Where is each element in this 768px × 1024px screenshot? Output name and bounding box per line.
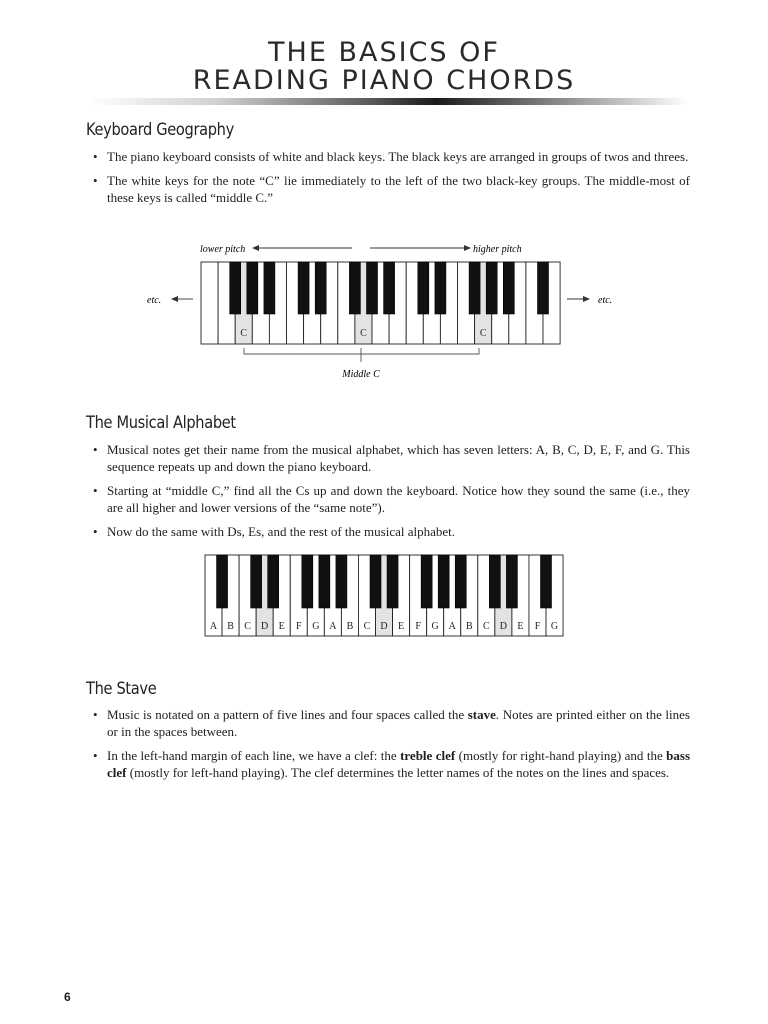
kb2-black-key	[438, 555, 449, 608]
page-number: 6	[64, 990, 71, 1004]
section-heading-keyboard-geography: Keyboard Geography	[86, 120, 234, 140]
stave-bullets	[92, 706, 690, 788]
keyboard-geography-diagram	[0, 230, 768, 390]
kb2-key-label: C	[244, 621, 251, 632]
kb2-key-label: G	[431, 621, 439, 632]
kb2-black-key	[421, 555, 432, 608]
kb2-black-key	[541, 555, 552, 608]
kb1-black-key	[418, 262, 429, 314]
kb2-key-label: E	[278, 621, 285, 632]
kb2-key-label: C	[482, 621, 490, 632]
kb1-key-label: C	[479, 328, 487, 339]
kb2-key-label: D	[261, 621, 269, 632]
kb2-key-label: A	[448, 621, 456, 632]
term-bass-clef: bass clef	[107, 748, 691, 780]
bullet-item: • Music is notated on a pattern of five lines and four spaces called the stave. Notes are printed either on the lines or in the spaces between.	[92, 706, 690, 740]
keyboard-2	[205, 555, 563, 636]
musical-alphabet-keyboard-diagram	[0, 550, 768, 640]
bullet-item: • Now do the same with Ds, Es, and the rest of the musical alphabet.	[92, 523, 690, 540]
term-treble-clef: treble clef	[400, 748, 456, 763]
page-title-line-1: THE BASICS OF	[268, 37, 500, 68]
kb1-key-label: C	[240, 328, 248, 339]
bullet-item: • Starting at “middle C,” find all the Cs up and down the keyboard. Notice how they sound the same (i.e., they are all higher and lower versions of the “same note”).	[92, 482, 690, 516]
kb2-key-label: E	[398, 621, 405, 632]
kb2-black-key	[336, 555, 347, 608]
kb2-key-label: G	[550, 621, 559, 632]
kb1-black-key	[264, 262, 275, 314]
kb2-key-label: F	[295, 621, 302, 632]
kb1-white-key	[201, 262, 218, 344]
kb1-black-key	[435, 262, 446, 314]
term-stave: stave	[467, 707, 496, 722]
higher-pitch-label: higher pitch	[473, 244, 522, 255]
kb2-key-label: F	[415, 621, 421, 632]
kb1-key-label: C	[360, 328, 367, 339]
etc-right-label: etc.	[598, 295, 613, 306]
keyboard-1	[201, 262, 560, 344]
kb1-black-key	[247, 262, 258, 314]
bullet-item: • In the left-hand margin of each line, we have a clef: the treble clef (mostly for right-hand playing) and the bass clef (mostly for left-hand playing). The clef determines the letter names of the notes on the lines and spaces.	[92, 747, 690, 781]
kb2-key-label: D	[380, 621, 388, 632]
bullet-item: • The piano keyboard consists of white and black keys. The black keys are arranged in groups of twos and threes.	[92, 148, 690, 165]
etc-left-label: etc.	[147, 295, 162, 306]
kb2-key-label: B	[346, 621, 354, 632]
kb2-black-key	[302, 555, 313, 608]
kb2-key-label: G	[312, 621, 320, 632]
lower-pitch-arrow	[252, 245, 352, 251]
kb2-key-label: E	[517, 621, 524, 632]
title-divider	[88, 98, 688, 105]
kb1-black-key	[315, 262, 326, 314]
bullet-item: • Musical notes get their name from the musical alphabet, which has seven letters: A, B, C, D, E, F, and G. This sequence repeats up and down the piano keyboard.	[92, 441, 690, 475]
section-heading-the-stave: The Stave	[86, 679, 157, 699]
kb2-black-key	[506, 555, 517, 608]
musical-alphabet-bullets	[92, 441, 690, 547]
etc-right-arrow	[567, 296, 590, 302]
middle-c-label: Middle C	[342, 369, 380, 380]
kb2-key-label: A	[329, 621, 337, 632]
kb2-black-key	[489, 555, 500, 608]
kb2-black-key	[268, 555, 279, 608]
page-title-line-2: READING PIANO CHORDS	[192, 65, 576, 96]
kb1-black-key	[298, 262, 309, 314]
kb2-key-label: C	[363, 621, 371, 632]
kb2-key-label: F	[534, 621, 541, 632]
kb2-black-key	[251, 555, 262, 608]
kb2-black-key	[370, 555, 381, 608]
kb2-black-key	[217, 555, 228, 608]
kb1-black-key	[486, 262, 497, 314]
kb2-black-key	[387, 555, 398, 608]
kb2-key-label: B	[465, 621, 473, 632]
keyboard-geography-bullets	[92, 148, 690, 213]
higher-pitch-arrow	[370, 245, 471, 251]
kb1-black-key	[349, 262, 360, 314]
kb2-black-key	[455, 555, 466, 608]
kb1-black-key	[230, 262, 241, 314]
etc-left-arrow	[171, 296, 193, 302]
lower-pitch-label: lower pitch	[200, 244, 246, 255]
kb1-black-key	[469, 262, 480, 314]
section-heading-musical-alphabet: The Musical Alphabet	[86, 413, 236, 433]
kb2-key-label: A	[209, 621, 218, 632]
kb1-black-key	[538, 262, 549, 314]
c-keys-bracket	[244, 348, 479, 362]
kb1-black-key	[503, 262, 514, 314]
bullet-item: • The white keys for the note “C” lie immediately to the left of the two black-key groups. The middle-most of these keys is called “middle C.”	[92, 172, 690, 206]
kb2-key-label: B	[227, 621, 234, 632]
kb1-black-key	[384, 262, 395, 314]
kb2-black-key	[319, 555, 330, 608]
kb2-key-label: D	[499, 621, 507, 632]
kb1-black-key	[367, 262, 378, 314]
